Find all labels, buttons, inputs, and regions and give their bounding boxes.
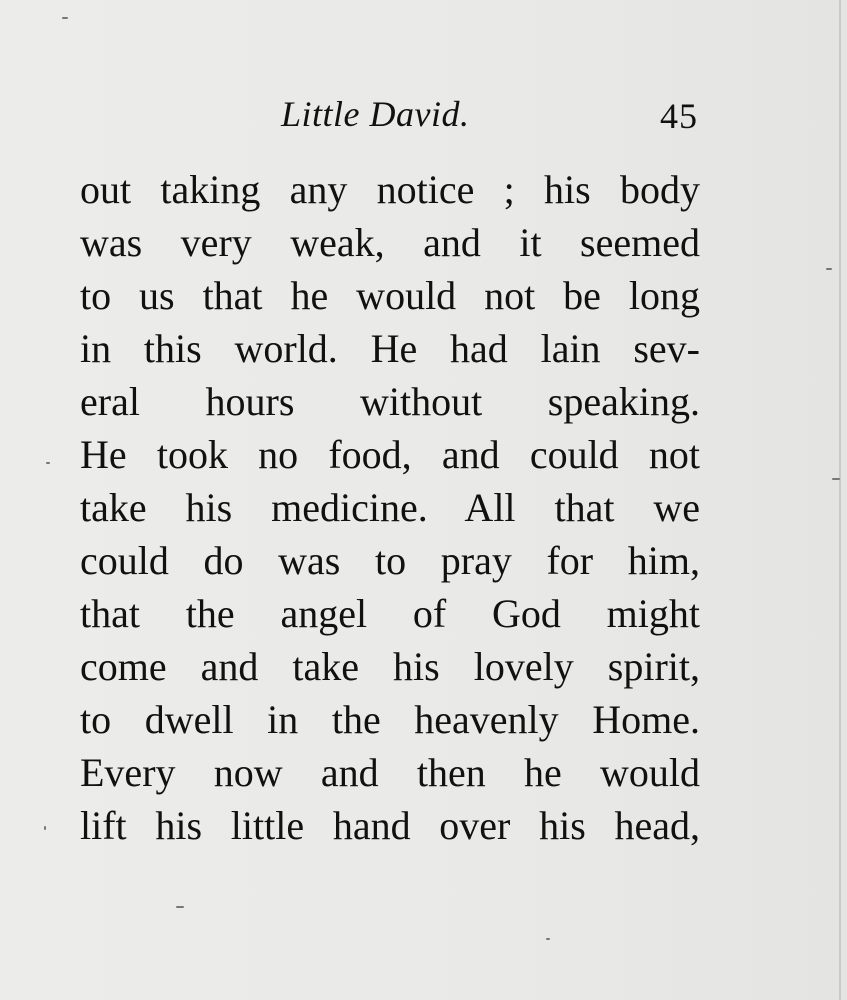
running-title: Little David. bbox=[281, 94, 470, 134]
text-line: Every now and then he would bbox=[80, 750, 700, 795]
text-line: come and take his lovely spirit, bbox=[80, 644, 700, 689]
text-line: in this world. He had lain sev- bbox=[80, 326, 700, 371]
text-line: out taking any notice ; his body bbox=[80, 167, 700, 212]
text-line: that the angel of God might bbox=[80, 591, 700, 636]
scan-speck bbox=[826, 268, 832, 270]
page-header bbox=[0, 92, 847, 142]
text-line: take his medicine. All that we bbox=[80, 485, 700, 530]
scan-speck bbox=[832, 478, 840, 480]
text-line: to us that he would not be long bbox=[80, 273, 700, 318]
scan-speck bbox=[176, 906, 184, 908]
scan-speck bbox=[546, 938, 550, 940]
page-number: 45 bbox=[660, 96, 698, 136]
text-line: was very weak, and it seemed bbox=[80, 220, 700, 265]
scan-speck bbox=[44, 826, 46, 830]
text-line: lift his little hand over his head, bbox=[80, 803, 700, 848]
scan-speck bbox=[46, 462, 50, 464]
scan-speck bbox=[62, 17, 68, 19]
text-line: eral hours without speaking. bbox=[80, 379, 700, 424]
body-text bbox=[80, 163, 700, 852]
text-line: to dwell in the heavenly Home. bbox=[80, 697, 700, 742]
text-line: He took no food, and could not bbox=[80, 432, 700, 477]
text-line: could do was to pray for him, bbox=[80, 538, 700, 583]
page-edge bbox=[839, 0, 841, 1000]
